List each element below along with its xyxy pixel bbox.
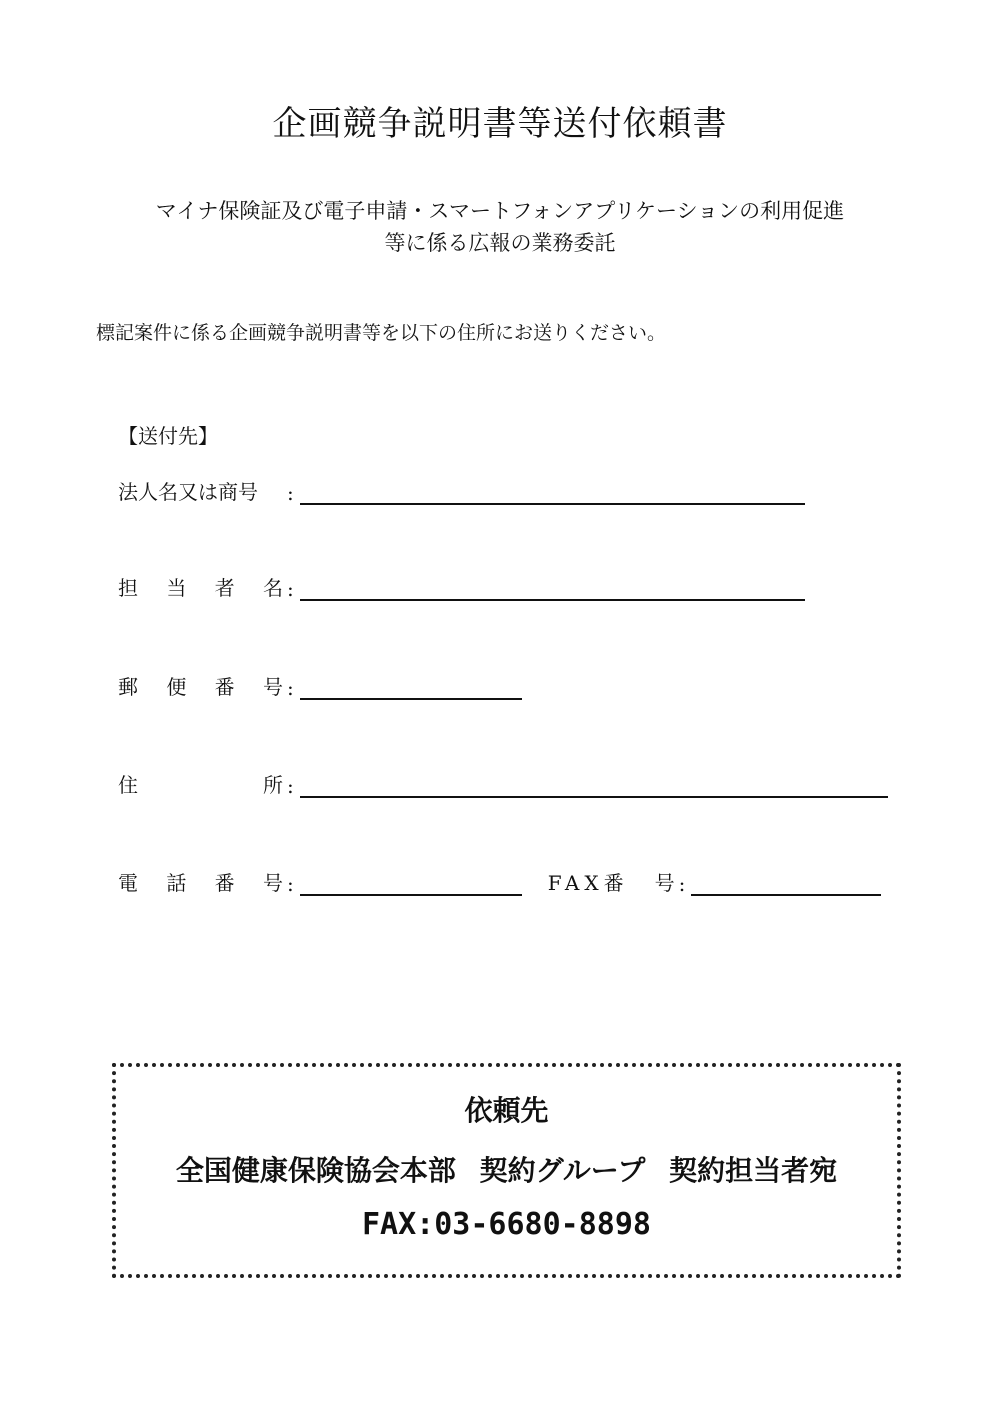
subject-line-1: マイナ保険証及び電子申請・スマートフォンアプリケーションの利用促進 bbox=[155, 199, 845, 223]
fax-number-field[interactable] bbox=[691, 870, 881, 896]
subject-line-2: 等に係る広報の業務委託 bbox=[384, 231, 616, 255]
company-name-row bbox=[118, 475, 805, 505]
recipient-box-title: 依頼先 bbox=[464, 1094, 549, 1127]
address-field[interactable] bbox=[300, 772, 888, 798]
fax-number-colon: : bbox=[678, 872, 686, 896]
fax-number-label: FAX番 号 bbox=[547, 871, 675, 895]
recipient-section-heading: 【送付先】 bbox=[118, 424, 218, 448]
company-name-field[interactable] bbox=[300, 479, 805, 505]
address-row bbox=[118, 768, 888, 798]
subject-block bbox=[60, 195, 940, 259]
company-name-label: 法人名又は商号 bbox=[118, 480, 258, 504]
company-name-colon: : bbox=[287, 481, 294, 505]
person-in-charge-row bbox=[118, 571, 805, 601]
postal-code-row bbox=[118, 670, 522, 700]
recipient-fax-number: FAX:03-6680-8898 bbox=[362, 1207, 651, 1242]
person-in-charge-colon: : bbox=[287, 577, 294, 601]
person-in-charge-field[interactable] bbox=[300, 575, 805, 601]
document-title: 企画競争説明書等送付依頼書 bbox=[272, 104, 728, 144]
address-colon: : bbox=[287, 774, 294, 798]
postal-code-colon: : bbox=[287, 676, 294, 700]
fax-number-group bbox=[548, 867, 882, 896]
recipient-organization: 全国健康保険協会本部 契約グループ 契約担当者宛 bbox=[175, 1154, 838, 1187]
phone-number-field[interactable] bbox=[300, 870, 522, 896]
address-label: 住 所 bbox=[118, 773, 283, 797]
phone-number-colon: : bbox=[287, 872, 294, 896]
phone-number-label: 電 話 番 号 bbox=[118, 871, 283, 895]
recipient-box bbox=[112, 1063, 901, 1278]
phone-fax-row bbox=[118, 866, 881, 896]
person-in-charge-label: 担 当 者 名 bbox=[118, 576, 283, 600]
intro-text: 標記案件に係る企画競争説明書等を以下の住所にお送りください。 bbox=[96, 322, 667, 344]
postal-code-field[interactable] bbox=[300, 674, 522, 700]
postal-code-label: 郵 便 番 号 bbox=[118, 675, 283, 699]
